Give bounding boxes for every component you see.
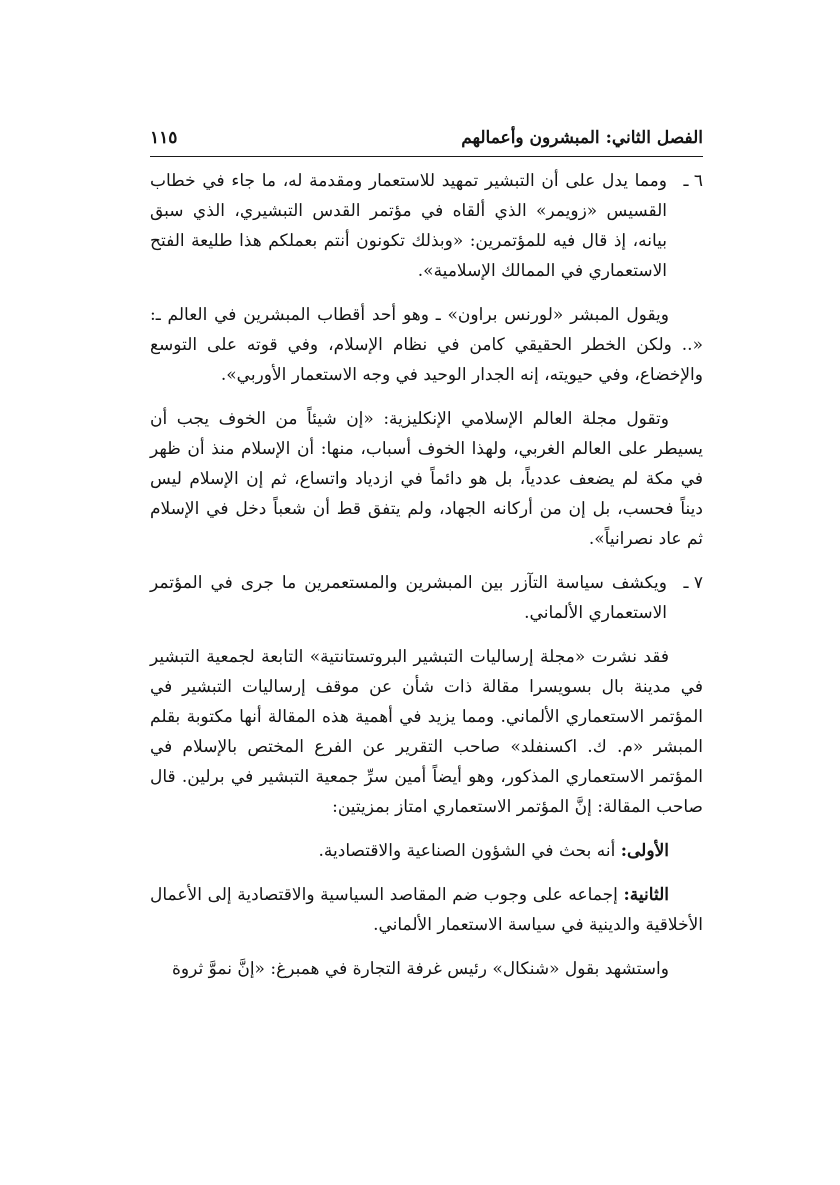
paragraph-muslim-world-magazine (150, 404, 703, 554)
item-number: ٧ ـ (683, 573, 703, 593)
item-number: ٦ ـ (683, 171, 703, 191)
paragraph-schinckel-quote (150, 954, 703, 984)
paragraph-text: وتقول مجلة العالم الإسلامي الإنكليزية: «إن شيئاً من الخوف يجب أن يسيطر على العالم الغربي، ولهذا الخوف أسباب، منها: أن الإسلام منذ أن ظهر في مكة لم يضعف عددياً، بل هو دائماً في ازدياد واتساع، ثم إن الإسلام ليس ديناً فحسب، بل إن من أركانه الجهاد، ولم يتفق قط أن شعباً دخل في الإسلام ثم عاد نصرانياً». (150, 409, 703, 549)
paragraph-text: فقد نشرت «مجلة إرساليات التبشير البروتستانتية» التابعة لجمعية التبشير في مدينة بال بسويسرا مقالة ذات شأن عن موقف إرساليات التبشير في المؤتمر الاستعماري الألماني. ومما يزيد في أهمية هذه المقالة أنها مكتوبة بقلم المبشر «م. ك. اكسنفلد» صاحب التقرير عن الفرع المختص بالإسلام في المؤتمر الاستعماري المذكور، وهو أيضاً أمين سرِّ جمعية التبشير في برلين. قال صاحب المقالة: إنَّ المؤتمر الاستعماري امتاز بمزيتين: (150, 647, 703, 817)
main-text (150, 166, 703, 998)
paragraph-lawrence-brown (150, 300, 703, 390)
paragraph-protestant-missions-magazine (150, 642, 703, 822)
chapter-title: الفصل الثاني: المبشرون وأعمالهم (461, 128, 703, 148)
second-feature-label: الثانية: (623, 885, 669, 905)
first-feature-label: الأولى: (620, 841, 669, 861)
paragraph-text: ويقول المبشر «لورنس براون» ـ وهو أحد أقطاب المبشرين في العالم ـ: «.. ولكن الخطر الحقيقي كامن في نظام الإسلام، وفي قوته على التوسع والإخضاع، وفي حيويته، إنه الجدار الوحيد في وجه الاستعمار الأوربي». (150, 305, 703, 385)
second-feature (150, 880, 703, 940)
numbered-paragraph-7 (150, 568, 703, 628)
paragraph-text: ومما يدل على أن التبشير تمهيد للاستعمار ومقدمة له، ما جاء في خطاب القسيس «زويمر» الذي ألقاه في مؤتمر القدس التبشيري، الذي سبق بيانه، إذ قال فيه للمؤتمرين: «وبذلك تكونون أنتم بعملكم هذا طليعة الفتح الاستعماري في الممالك الإسلامية». (150, 171, 667, 281)
paragraph-text: واستشهد بقول «شنكال» رئيس غرفة التجارة في همبرغ: «إنَّ نموَّ ثروة (171, 959, 669, 979)
numbered-paragraph-6 (150, 166, 703, 286)
paragraph-text: أنه بحث في الشؤون الصناعية والاقتصادية. (318, 841, 621, 861)
paragraph-text: ويكشف سياسة التآزر بين المبشرين والمستعمرين ما جرى في المؤتمر الاستعماري الألماني. (150, 573, 667, 623)
page-number: ١١٥ (150, 128, 178, 148)
first-feature (150, 836, 703, 866)
paragraph-text: إجماعه على وجوب ضم المقاصد السياسية والاقتصادية إلى الأعمال الأخلاقية والدينية في سياسة الاستعمار الألماني. (150, 885, 703, 935)
running-header (150, 128, 703, 154)
header-divider (150, 156, 703, 157)
